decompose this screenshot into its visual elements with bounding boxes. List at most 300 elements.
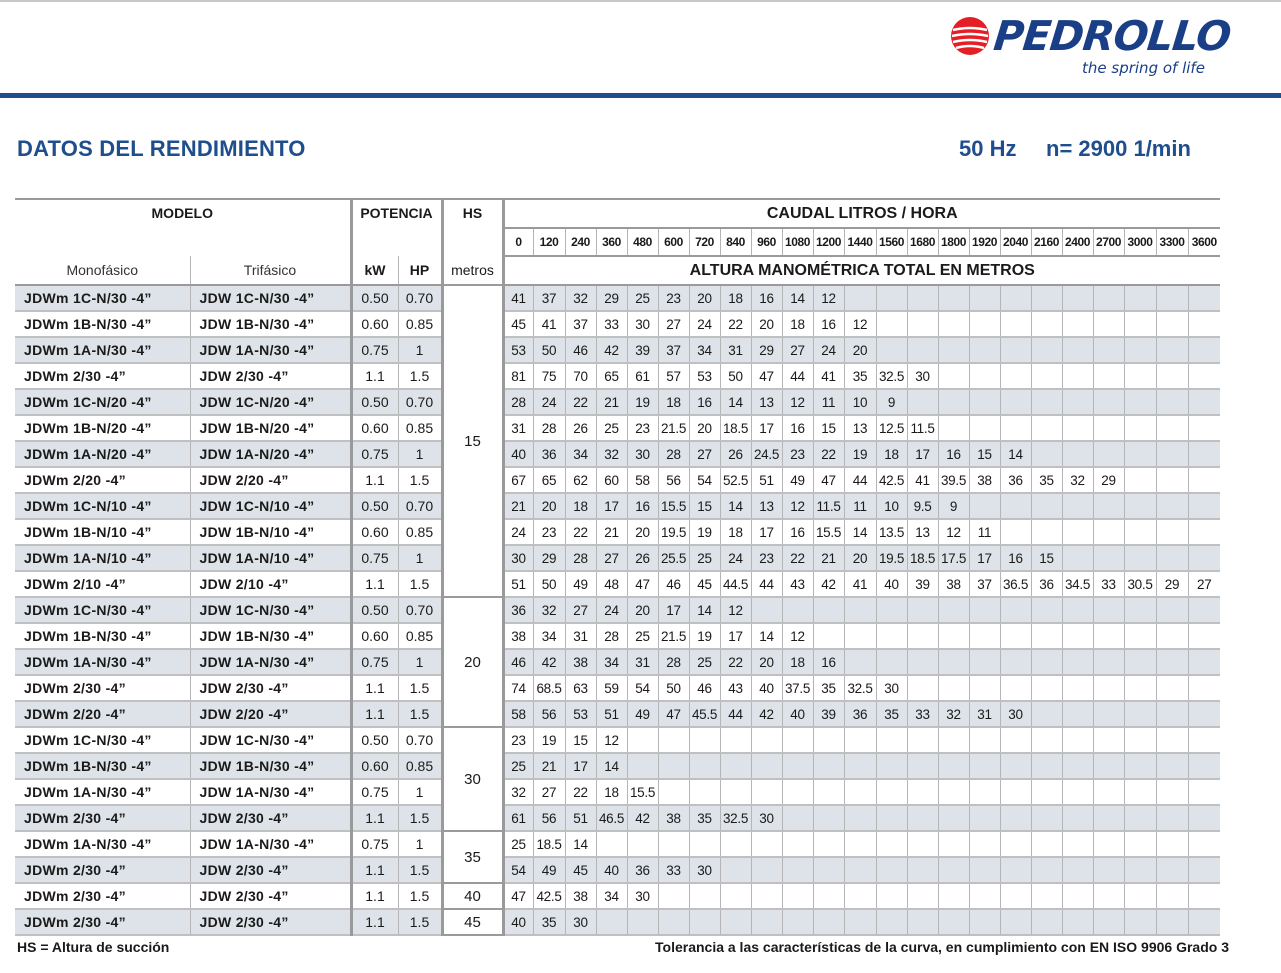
head-value: 37 (565, 311, 596, 337)
suction-height: 20 (442, 597, 503, 727)
flow-header-3000: 3000 (1124, 228, 1156, 256)
head-value (1093, 597, 1124, 623)
head-value: 18 (782, 311, 813, 337)
power-kw: 0.50 (351, 285, 398, 311)
head-value (658, 883, 689, 909)
model-monofasico: JDWm 1B-N/20 -4” (15, 415, 190, 441)
head-value: 18 (782, 649, 813, 675)
head-value (782, 727, 813, 753)
head-value (1093, 311, 1124, 337)
head-value (1031, 753, 1062, 779)
model-monofasico: JDWm 1C-N/30 -4” (15, 285, 190, 311)
model-trifasico: JDW 2/20 -4” (190, 701, 351, 727)
head-value (844, 727, 876, 753)
head-value: 14 (720, 493, 751, 519)
head-value (1124, 831, 1156, 857)
head-value: 40 (503, 441, 533, 467)
head-value: 32 (503, 779, 533, 805)
power-hp: 0.70 (398, 285, 442, 311)
head-value: 44 (782, 363, 813, 389)
head-value (1000, 831, 1031, 857)
head-value (1124, 389, 1156, 415)
power-kw: 0.60 (351, 519, 398, 545)
head-value (813, 727, 844, 753)
flow-header-2040: 2040 (1000, 228, 1031, 256)
head-value (1062, 441, 1093, 467)
power-hp: 1.5 (398, 701, 442, 727)
head-value (1062, 337, 1093, 363)
head-value: 23 (533, 519, 565, 545)
head-value: 15 (813, 415, 844, 441)
head-value (1188, 337, 1220, 363)
head-value (1124, 623, 1156, 649)
head-value: 15.5 (627, 779, 658, 805)
head-value (1093, 675, 1124, 701)
head-value: 67 (503, 467, 533, 493)
head-value (1000, 311, 1031, 337)
head-value (1093, 701, 1124, 727)
page-title: DATOS DEL RENDIMIENTO (17, 136, 306, 161)
model-monofasico: JDWm 2/30 -4” (15, 909, 190, 935)
head-value (1156, 909, 1188, 935)
head-value: 70 (565, 363, 596, 389)
head-value: 42.5 (876, 467, 907, 493)
head-value (844, 805, 876, 831)
head-value: 28 (658, 649, 689, 675)
head-value (751, 909, 782, 935)
head-value (844, 597, 876, 623)
power-hp: 1.5 (398, 909, 442, 935)
head-value (1124, 337, 1156, 363)
head-value: 16 (938, 441, 969, 467)
power-hp: 0.85 (398, 753, 442, 779)
head-value (689, 779, 720, 805)
head-value (969, 285, 1000, 311)
head-value: 13 (751, 493, 782, 519)
model-monofasico: JDWm 1A-N/30 -4” (15, 831, 190, 857)
head-value (1156, 779, 1188, 805)
table-row (15, 285, 1220, 311)
head-value (969, 857, 1000, 883)
head-value (969, 337, 1000, 363)
head-value: 50 (533, 571, 565, 597)
head-value (938, 389, 969, 415)
head-value: 11.5 (813, 493, 844, 519)
head-value (627, 753, 658, 779)
head-value (813, 753, 844, 779)
head-value: 51 (565, 805, 596, 831)
power-kw: 0.75 (351, 337, 398, 363)
head-value: 36 (1031, 571, 1062, 597)
head-value: 47 (503, 883, 533, 909)
flow-header-1440: 1440 (844, 228, 876, 256)
head-value: 25 (627, 623, 658, 649)
head-value: 39 (813, 701, 844, 727)
head-value (720, 857, 751, 883)
head-value (907, 831, 938, 857)
head-value (969, 675, 1000, 701)
head-value: 20 (844, 545, 876, 571)
head-value: 13 (844, 415, 876, 441)
head-value (782, 831, 813, 857)
head-value: 33 (1093, 571, 1124, 597)
header-monofasico: Monofásico (15, 256, 190, 285)
head-value (938, 831, 969, 857)
head-value: 60 (596, 467, 627, 493)
head-value (907, 623, 938, 649)
head-value: 25 (596, 415, 627, 441)
head-value: 33 (658, 857, 689, 883)
head-value: 21 (533, 753, 565, 779)
head-value: 29 (596, 285, 627, 311)
head-value: 14 (720, 389, 751, 415)
power-hp: 0.70 (398, 597, 442, 623)
head-value (1031, 909, 1062, 935)
head-value (1124, 753, 1156, 779)
head-value: 34 (689, 337, 720, 363)
head-value (1188, 493, 1220, 519)
head-value (1093, 805, 1124, 831)
head-value (751, 597, 782, 623)
power-hp: 0.85 (398, 311, 442, 337)
head-value: 37 (658, 337, 689, 363)
head-value: 56 (658, 467, 689, 493)
head-value (1093, 363, 1124, 389)
head-value (1062, 545, 1093, 571)
head-value: 23 (627, 415, 658, 441)
head-value: 37 (533, 285, 565, 311)
head-value: 9.5 (907, 493, 938, 519)
flow-header-960: 960 (751, 228, 782, 256)
head-value: 16 (627, 493, 658, 519)
head-value (1062, 363, 1093, 389)
head-value: 23 (658, 285, 689, 311)
model-trifasico: JDW 1B-N/10 -4” (190, 519, 351, 545)
header-altura: ALTURA MANOMÉTRICA TOTAL EN METROS (503, 256, 1220, 285)
head-value: 12 (782, 493, 813, 519)
head-value: 30 (503, 545, 533, 571)
head-value: 32 (533, 597, 565, 623)
head-value: 35 (689, 805, 720, 831)
head-value: 40 (876, 571, 907, 597)
head-value: 30 (876, 675, 907, 701)
head-value (1188, 519, 1220, 545)
head-value: 17.5 (938, 545, 969, 571)
head-value: 54 (689, 467, 720, 493)
head-value: 16 (1000, 545, 1031, 571)
head-value (782, 883, 813, 909)
head-value: 46 (503, 649, 533, 675)
head-value: 37.5 (782, 675, 813, 701)
head-value: 38 (658, 805, 689, 831)
flow-header-1680: 1680 (907, 228, 938, 256)
head-value: 12 (596, 727, 627, 753)
head-value (1124, 285, 1156, 311)
head-value: 12 (844, 311, 876, 337)
power-hp: 0.85 (398, 623, 442, 649)
power-kw: 1.1 (351, 909, 398, 935)
head-value: 29 (751, 337, 782, 363)
head-value (813, 623, 844, 649)
head-value (1156, 441, 1188, 467)
flow-header-720: 720 (689, 228, 720, 256)
model-monofasico: JDWm 1A-N/30 -4” (15, 649, 190, 675)
head-value: 36 (503, 597, 533, 623)
head-value (1188, 545, 1220, 571)
head-value (844, 753, 876, 779)
head-value (1156, 415, 1188, 441)
head-value: 11 (969, 519, 1000, 545)
head-value (907, 337, 938, 363)
head-value: 35 (1031, 467, 1062, 493)
model-trifasico: JDW 2/30 -4” (190, 363, 351, 389)
head-value (1000, 753, 1031, 779)
head-value: 18 (876, 441, 907, 467)
power-kw: 1.1 (351, 857, 398, 883)
top-rule (0, 0, 1281, 2)
head-value (751, 857, 782, 883)
head-value (1062, 285, 1093, 311)
head-value: 34 (565, 441, 596, 467)
head-value (1093, 623, 1124, 649)
head-value: 22 (720, 311, 751, 337)
head-value (938, 857, 969, 883)
model-monofasico: JDWm 1B-N/30 -4” (15, 753, 190, 779)
head-value: 34 (533, 623, 565, 649)
head-value: 61 (503, 805, 533, 831)
head-value: 65 (533, 467, 565, 493)
head-value: 40 (596, 857, 627, 883)
head-value (1188, 857, 1220, 883)
head-value: 27 (565, 597, 596, 623)
power-hp: 1 (398, 337, 442, 363)
head-value (1000, 883, 1031, 909)
head-value: 36.5 (1000, 571, 1031, 597)
head-value (969, 649, 1000, 675)
head-value (1188, 389, 1220, 415)
head-value: 50 (533, 337, 565, 363)
flow-header-600: 600 (658, 228, 689, 256)
head-value (1188, 675, 1220, 701)
head-value: 10 (876, 493, 907, 519)
power-hp: 1 (398, 649, 442, 675)
head-value (720, 909, 751, 935)
head-value: 22 (565, 519, 596, 545)
suction-height: 45 (442, 909, 503, 935)
head-value (1031, 389, 1062, 415)
head-value: 46 (689, 675, 720, 701)
head-value (1000, 675, 1031, 701)
head-value (1093, 389, 1124, 415)
head-value (1093, 857, 1124, 883)
head-value: 26 (720, 441, 751, 467)
head-value (1124, 493, 1156, 519)
head-value: 30 (751, 805, 782, 831)
power-hp: 1.5 (398, 857, 442, 883)
head-value (938, 727, 969, 753)
head-value (627, 727, 658, 753)
head-value (1156, 545, 1188, 571)
model-monofasico: JDWm 1A-N/30 -4” (15, 337, 190, 363)
head-value: 19 (844, 441, 876, 467)
head-value: 35 (813, 675, 844, 701)
head-value (1124, 363, 1156, 389)
head-value: 58 (627, 467, 658, 493)
head-value (813, 857, 844, 883)
head-value (969, 623, 1000, 649)
head-value: 44 (844, 467, 876, 493)
head-value (1062, 597, 1093, 623)
head-value (596, 909, 627, 935)
head-value (876, 753, 907, 779)
head-value (969, 779, 1000, 805)
model-monofasico: JDWm 1B-N/30 -4” (15, 311, 190, 337)
head-value (1000, 597, 1031, 623)
head-value: 58 (503, 701, 533, 727)
flow-header-1200: 1200 (813, 228, 844, 256)
head-value: 25 (503, 831, 533, 857)
head-value (1124, 519, 1156, 545)
model-trifasico: JDW 2/30 -4” (190, 805, 351, 831)
head-value (969, 831, 1000, 857)
head-value: 47 (658, 701, 689, 727)
head-value: 45 (503, 311, 533, 337)
head-value (938, 311, 969, 337)
head-value (1093, 649, 1124, 675)
head-value: 42 (751, 701, 782, 727)
flow-header-3300: 3300 (1156, 228, 1188, 256)
head-value: 17 (596, 493, 627, 519)
power-hp: 1 (398, 441, 442, 467)
head-value: 15 (969, 441, 1000, 467)
flow-header-1560: 1560 (876, 228, 907, 256)
head-value: 53 (689, 363, 720, 389)
flow-header-2400: 2400 (1062, 228, 1093, 256)
table-row (15, 493, 1220, 519)
head-value (1093, 727, 1124, 753)
head-value (720, 883, 751, 909)
model-trifasico: JDW 2/10 -4” (190, 571, 351, 597)
head-value (1000, 857, 1031, 883)
head-value (844, 285, 876, 311)
head-value: 37 (969, 571, 1000, 597)
head-value (1124, 597, 1156, 623)
head-value: 18 (658, 389, 689, 415)
head-value (1000, 623, 1031, 649)
suction-height: 15 (442, 285, 503, 597)
head-value (1124, 779, 1156, 805)
head-value: 42 (533, 649, 565, 675)
head-value: 16 (813, 311, 844, 337)
head-value: 38 (565, 649, 596, 675)
head-value (876, 597, 907, 623)
head-value (782, 597, 813, 623)
head-value: 30 (627, 311, 658, 337)
head-value: 50 (658, 675, 689, 701)
head-value: 18.5 (907, 545, 938, 571)
head-value (1062, 389, 1093, 415)
power-hp: 1 (398, 779, 442, 805)
head-value: 18.5 (533, 831, 565, 857)
head-value (938, 285, 969, 311)
head-value (1000, 519, 1031, 545)
head-value: 25 (627, 285, 658, 311)
head-value (596, 831, 627, 857)
logo-mark-icon (950, 16, 990, 56)
head-value (907, 857, 938, 883)
head-value: 21 (596, 519, 627, 545)
head-value: 46 (658, 571, 689, 597)
head-value: 34.5 (1062, 571, 1093, 597)
head-value: 22 (782, 545, 813, 571)
head-value (1156, 649, 1188, 675)
model-trifasico: JDW 2/30 -4” (190, 675, 351, 701)
model-trifasico: JDW 2/30 -4” (190, 857, 351, 883)
head-value: 12 (720, 597, 751, 623)
head-value (1031, 597, 1062, 623)
head-value (1000, 649, 1031, 675)
head-value (1124, 805, 1156, 831)
head-value: 42 (813, 571, 844, 597)
head-value (1156, 883, 1188, 909)
head-value: 12 (938, 519, 969, 545)
head-value: 27 (658, 311, 689, 337)
head-value (813, 779, 844, 805)
head-value: 33 (596, 311, 627, 337)
head-value: 18.5 (720, 415, 751, 441)
head-value (907, 675, 938, 701)
power-kw: 1.1 (351, 805, 398, 831)
table-row (15, 571, 1220, 597)
head-value (969, 311, 1000, 337)
model-trifasico: JDW 1A-N/30 -4” (190, 779, 351, 805)
head-value: 30 (565, 909, 596, 935)
power-kw: 1.1 (351, 701, 398, 727)
head-value: 45 (689, 571, 720, 597)
head-value: 42 (627, 805, 658, 831)
head-value: 11 (844, 493, 876, 519)
power-hp: 1.5 (398, 675, 442, 701)
header-kw: kW (351, 256, 398, 285)
model-trifasico: JDW 1B-N/30 -4” (190, 753, 351, 779)
head-value (1031, 519, 1062, 545)
head-value: 18 (720, 519, 751, 545)
head-value (907, 909, 938, 935)
head-value (751, 753, 782, 779)
head-value (1188, 883, 1220, 909)
head-value: 16 (782, 415, 813, 441)
head-value (689, 753, 720, 779)
head-value: 25.5 (658, 545, 689, 571)
table-row (15, 831, 1220, 857)
model-monofasico: JDWm 1A-N/30 -4” (15, 779, 190, 805)
head-value: 54 (503, 857, 533, 883)
head-value (969, 883, 1000, 909)
flow-header-0: 0 (503, 228, 533, 256)
head-value (969, 909, 1000, 935)
head-value (907, 753, 938, 779)
head-value (1031, 779, 1062, 805)
head-value (1000, 727, 1031, 753)
head-value: 19.5 (876, 545, 907, 571)
head-value (876, 649, 907, 675)
head-value (689, 727, 720, 753)
logo-tagline: the spring of life (1082, 59, 1205, 77)
head-value (969, 415, 1000, 441)
head-value (938, 805, 969, 831)
head-value (907, 285, 938, 311)
head-value (1031, 623, 1062, 649)
